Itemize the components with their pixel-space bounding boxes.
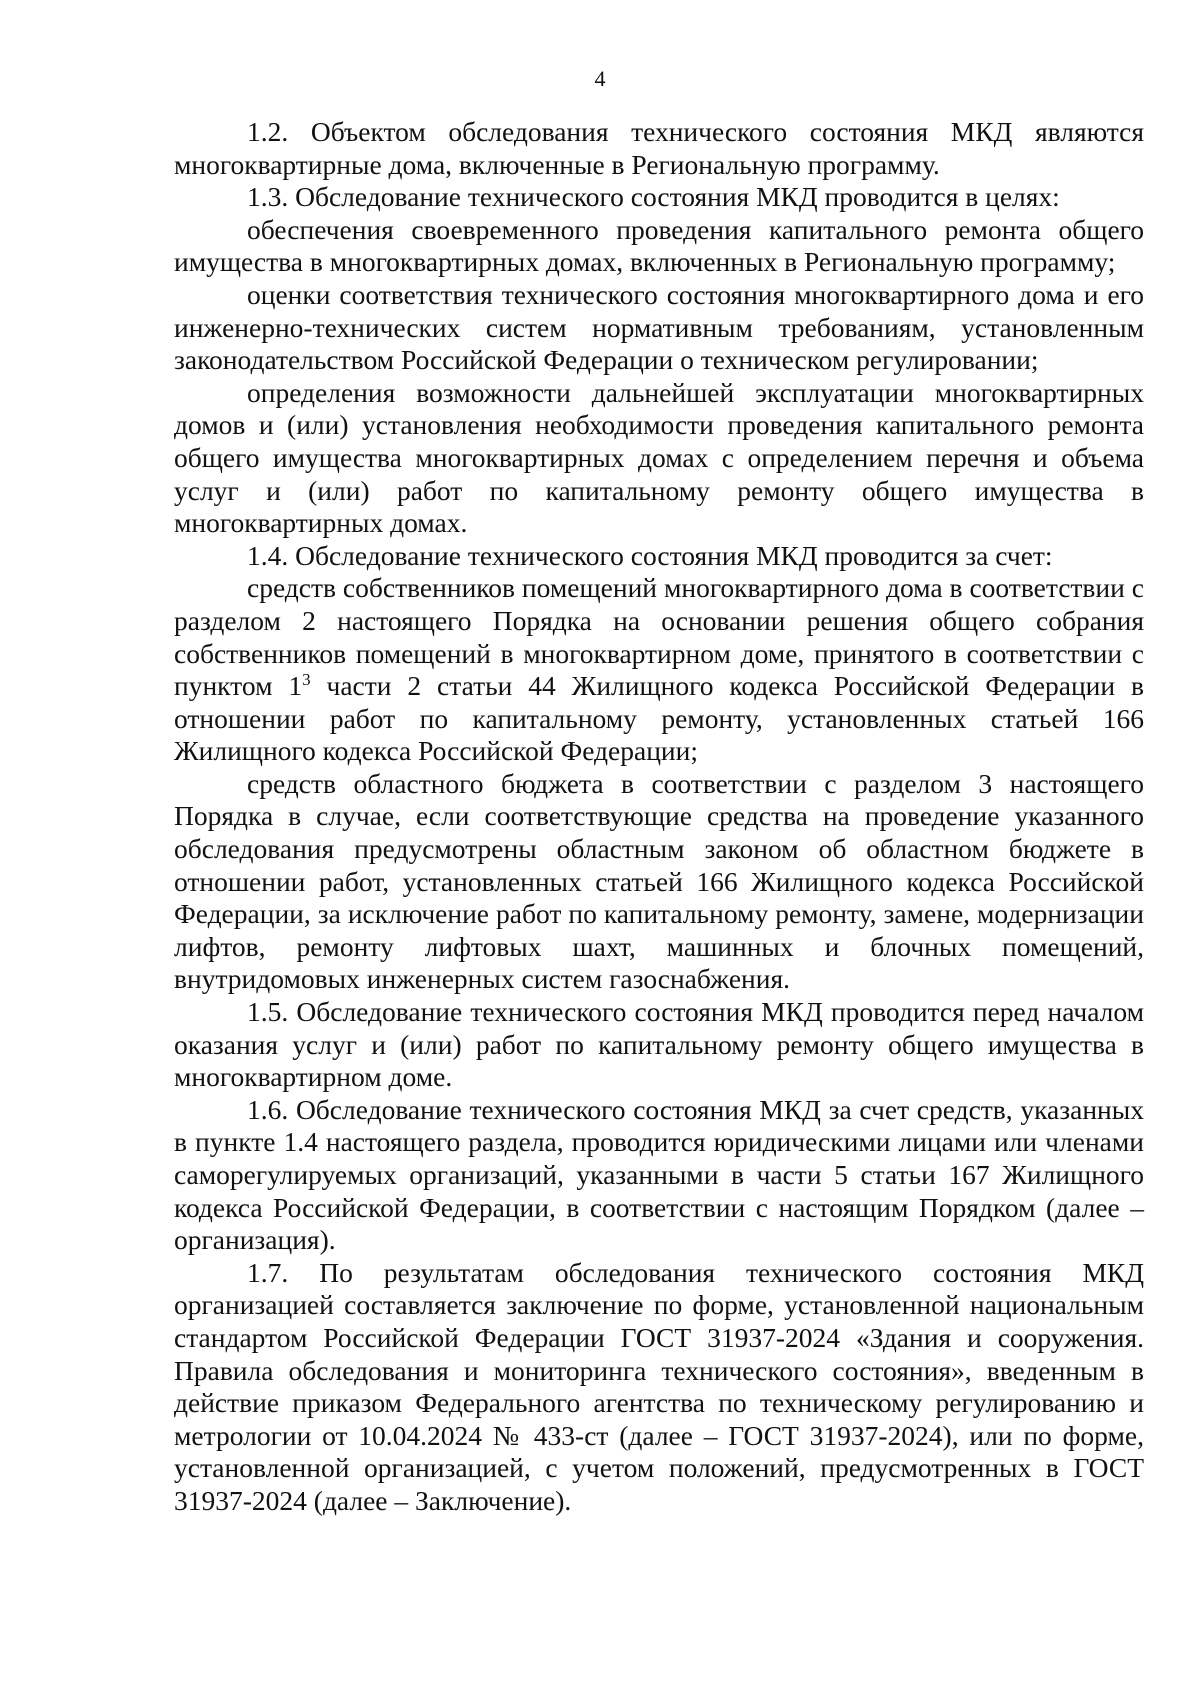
paragraph-text-after-superscript: части 2 статьи 44 Жилищного кодекса Российской Федерации в отношении работ по капитальному ремонту, установленных статьей 166 Жилищного кодекса Российской Федерации;: [174, 670, 1144, 767]
paragraph-1-4: 1.4. Обследование технического состояния МКД проводится за счет:: [247, 539, 1053, 571]
paragraph-1-7: 1.7. По результатам обследования технического состояния МКД организацией составляется заключение по форме, установленной национальным стандартом Российской Федерации ГОСТ 31937-2024 «Здания и сооружения. Правила обследования и мониторинга технического состояния», введенным в действие приказом Федерального агентства по техническому регулированию и метрологии от 10.04.2024 № 433-ст (далее – ГОСТ 31937-2024), или по форме, установленной организацией, с учетом положений, предусмотренных в ГОСТ 31937-2024 (далее – Заключение).: [174, 1256, 1144, 1516]
paragraph-text-before-superscript: средств собственников помещений многоквартирного дома в соответствии с разделом 2 настоящего Порядка на основании решения общего собрания собственников помещений в многоквартирном доме, принятого в соответствии с пунктом 1: [174, 572, 1144, 702]
paragraph-1-3-item-c: определения возможности дальнейшей эксплуатации многоквартирных домов и (или) установления необходимости проведения капитального ремонта общего имущества многоквартирных домах с определением перечня и объема услуг и (или) работ по капитальному ремонту общего имущества в многоквартирных домах.: [174, 376, 1144, 539]
page-number: 4: [594, 66, 606, 91]
paragraph-1-3-item-a: обеспечения своевременного проведения капитального ремонта общего имущества в многоквартирных домах, включенных в Региональную программу;: [174, 213, 1144, 278]
paragraph-1-3-item-b: оценки соответствия технического состояния многоквартирного дома и его инженерно-технических систем нормативным требованиям, установленным законодательством Российской Федерации о техническом регулировании;: [174, 278, 1144, 376]
paragraph-1-4-item-b: средств областного бюджета в соответствии с разделом 3 настоящего Порядка в случае, если соответствующие средства на проведение указанного обследования предусмотрены областным законом об областном бюджете в отношении работ, установленных статьей 166 Жилищного кодекса Российской Федерации, за исключение работ по капитальному ремонту, замене, модернизации лифтов, ремонту лифтовых шахт, машинных и блочных помещений, внутридомовых инженерных систем газоснабжения.: [174, 767, 1144, 995]
paragraph-1-4-item-a: [174, 572, 1144, 768]
document-body: [174, 116, 1144, 1518]
paragraph-1-3: 1.3. Обследование технического состояния МКД проводится в целях:: [247, 181, 1060, 213]
superscript-index: 3: [302, 669, 311, 689]
paragraph-1-2: 1.2. Объектом обследования технического состояния МКД являются многоквартирные дома, включенные в Региональную программу.: [174, 116, 1144, 180]
paragraph-1-6: 1.6. Обследование технического состояния МКД за счет средств, указанных в пункте 1.4 настоящего раздела, проводится юридическими лицами или членами саморегулируемых организаций, указанными в части 5 статьи 167 Жилищного кодекса Российской Федерации, в соответствии с настоящим Порядком (далее – организация).: [174, 1093, 1144, 1256]
paragraph-1-5: 1.5. Обследование технического состояния МКД проводится перед началом оказания услуг и (или) работ по капитальному ремонту общего имущества в многоквартирном доме.: [174, 996, 1144, 1093]
